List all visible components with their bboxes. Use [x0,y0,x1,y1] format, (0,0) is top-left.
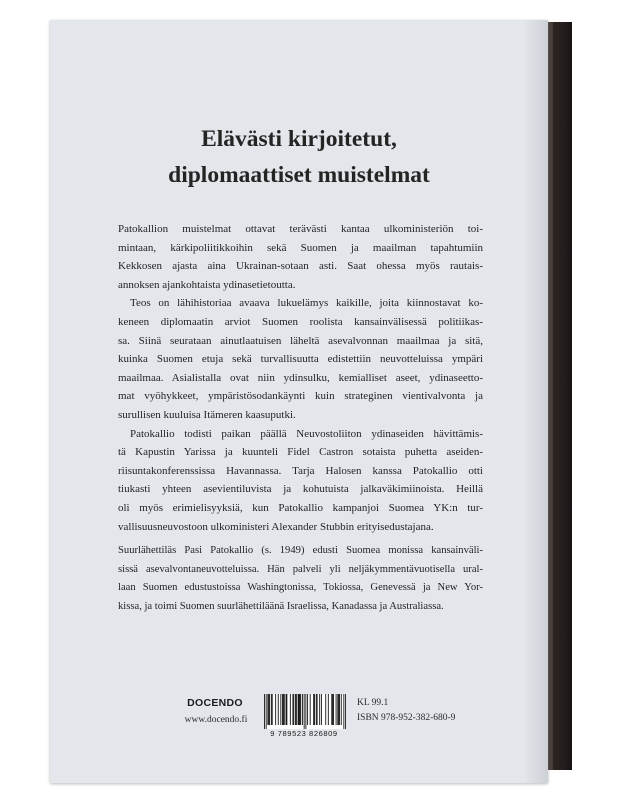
barcode-bar [328,694,329,725]
barcode-bar [299,694,300,725]
book-spine [548,22,572,770]
text-line: riisuntakonferenssissa Havannassa. Tarja Halosen kanssa Patokallio otti [118,464,483,477]
barcode-bar [286,694,287,725]
barcode-bar [286,694,287,725]
barcode-bar [313,694,314,725]
barcode-bar [300,694,301,725]
barcode-bar [314,694,315,725]
barcode-bar [275,694,276,725]
barcode-bar [337,694,338,725]
text-line: annoksen ajankohtaista ydinasetietoutta. [118,278,296,291]
barcode-bar [282,694,283,725]
text-line: maailmaa. Asialistalla ovat niin ydinsulku, kemialliset aseet, ydinaseetto- [118,371,483,384]
barcode-bar [269,694,270,725]
barcode-bar [317,694,318,725]
barcode-bar [266,694,267,729]
text-line: surullisen kuuluisa Itämeren kaasuputki. [118,408,296,421]
barcode-bar [333,694,334,725]
barcode-bar [304,694,305,729]
barcode [264,694,346,729]
spine-hinge [551,22,553,770]
text-line: Suurlähettiläs Pasi Patokallio (s. 1949) edusti Suomea monissa kansainväli- [118,545,483,557]
cover-heading [50,121,548,193]
barcode-bar [339,694,340,725]
barcode-bar [290,694,291,725]
barcode-bar [307,694,308,725]
barcode-bar [298,694,299,725]
isbn-number: ISBN 978-952-382-680-9 [357,713,456,723]
barcode-bar [293,694,294,725]
barcode-bar [336,694,337,725]
barcode-bar [345,694,346,729]
barcode-bar [299,694,300,725]
barcode-bar [271,694,272,725]
barcode-bar [272,694,273,725]
text-line: oli myös erimielisyyksiä, kun Patokallio kampanjoi Suomea YK:n tur- [118,501,483,514]
heading-line: Elävästi kirjoitetut, [201,126,397,152]
paragraph [118,220,483,294]
text-line: Teos on lähihistoriaa avaava lukuelämys kaikille, joita kiinnostavat ko- [130,297,483,310]
barcode-bar [341,694,342,725]
paragraph [118,294,483,424]
text-line: Patokallion muistelmat ottavat terävästi kantaa ulkoministeriön toi- [118,223,483,235]
text-line: sissä asevalvontaneuvotteluissa. Hän palveli yli neljäkymmentävuotisella ural- [118,563,483,575]
barcode-bar [332,694,333,725]
description-text [118,220,483,616]
barcode-bar [331,694,332,725]
barcode-bar [292,694,293,725]
barcode-bar [267,694,268,725]
text-line: kuinka Suomen etuja sekä turvallisuutta edistettiin neuvotteluissa ympäri [118,353,483,366]
text-line: Kekkosen ajasta aina Ukrainan-sotaan asti. Saat ohessa myös rautais- [118,260,483,273]
barcode-bar [284,694,285,725]
barcode-bar [295,694,296,725]
text-line: kissa, ja toimi Suomen suurlähettiläänä Israelissa, Kanadassa ja Australiassa. [118,600,444,612]
barcode-bar [343,694,344,729]
barcode-digits: 9 789523 826809 [270,729,338,738]
barcode-bar [268,694,269,725]
text-line: sa. Siinä seurataan ainutlaatuisen läheltä asevalvonnan maailmaa ja sitä, [118,334,483,347]
text-line: vallisuusneuvostoon ulkoministeri Alexander Stubbin erityisedustajana. [118,520,434,533]
publisher-logo: DOCENDO [187,697,243,709]
barcode-bar [302,694,303,725]
barcode-bar [264,694,265,729]
book-back-cover [50,20,548,783]
barcode-bar [316,694,317,725]
barcode-bar [310,694,311,725]
barcode-bar [296,694,297,725]
barcode-bar [278,694,279,725]
paragraph [118,542,483,616]
text-line: mat vyöhykkeet, ympäristösodankäynti kuin strateginen vientivalvonta ja [118,390,483,403]
text-line: Patokallio todisti paikan päällä Neuvostoliiton ydinaseiden hävittämis- [130,427,483,440]
text-line: tä Kapustin Yarissa ja kuunteli Fidel Castron sotaista puhetta aseiden- [118,446,483,459]
library-classification: KL 99.1 [357,698,389,708]
barcode-bar [325,694,326,725]
barcode-bar [280,694,281,725]
heading-line: diplomaattiset muistelmat [168,162,430,188]
barcode-bar [319,694,320,725]
text-line: laan Suomen edustustoissa Washingtonissa, Tokiossa, Genevessä ja New Yor- [118,582,483,594]
text-line: tiukasti yhteen asevientiluvista ja kohutuista jalkaväkimiinoista. Heillä [118,483,483,496]
barcode-bar [283,694,284,725]
text-line: mintaan, kärkipoliitikkoihin sekä Suomen ja maailman tapahtumiin [118,241,483,254]
barcode-bar [321,694,322,725]
text-line: keneen diplomaatin arviot Suomen roolista kansainvälisessä politiikas- [118,315,483,328]
publisher-website: www.docendo.fi [184,715,248,725]
barcode-bar [305,694,306,729]
barcode-bar [338,694,339,725]
paragraph [118,425,483,537]
